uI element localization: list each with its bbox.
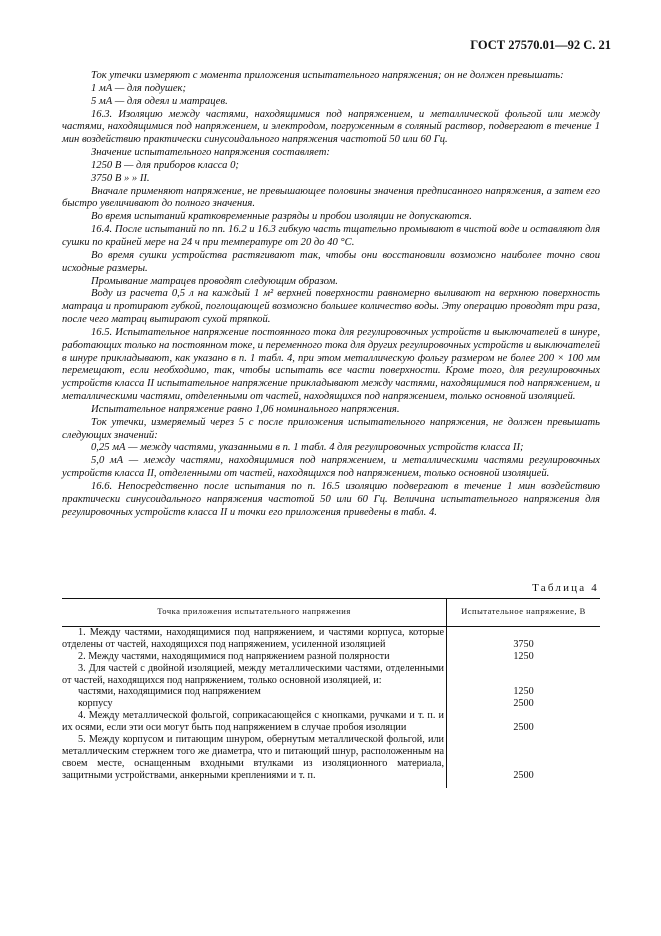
paragraph-leakage-limits: Ток утечки, измеряемый через 5 с после приложения испытательного напряжения, не должен превышать следующих значений:	[62, 416, 600, 441]
table-row	[62, 651, 600, 663]
table-header-voltage: Испытательное напряжение, В	[447, 599, 601, 627]
test-voltage-table	[62, 598, 600, 788]
paragraph-test-voltage-value: Испытательное напряжение равно 1,06 номинального напряжения.	[91, 403, 400, 415]
table-cell-voltage: 2500	[447, 734, 601, 788]
table-cell-point: 5. Между корпусом и питающим шнуром, обернутым металлической фольгой, или металлическим стержнем того же диаметра, что и питающий шнур, расположенным на своем месте, оснащенным входными втулками из изоляционного материала, защитными устройствами, анкерными креплениями и т. п.	[62, 734, 444, 781]
paragraph-drying: Во время сушки устройства растягивают так, чтобы они восстановили возможно наиболее точно свои исходные размеры.	[62, 249, 600, 274]
table-cell-point: корпусу	[78, 698, 113, 710]
table-row	[62, 710, 600, 734]
paragraph-leakage-pillows: 1 мА — для подушек;	[91, 82, 187, 94]
body-text	[62, 70, 600, 520]
table-cell-voltage: 2500	[447, 710, 601, 734]
paragraph-leakage-blankets: 5 мА — для одеял и матрацев.	[91, 95, 228, 107]
paragraph-leakage-025: 0,25 мА — между частями, указанными в п. 1 табл. 4 для регулировочных устройств класса II;	[91, 442, 524, 454]
table-row	[62, 626, 600, 650]
table-row	[62, 686, 600, 698]
paragraph-leakage-intro: Ток утечки измеряют с момента приложения испытательного напряжения; он не должен превышать:	[91, 70, 564, 81]
page-header: ГОСТ 27570.01—92 С. 21	[470, 38, 611, 52]
table-cell-point: 2. Между частями, находящимися под напряжением разной полярности	[78, 650, 390, 662]
table-caption: Таблица 4	[532, 582, 599, 594]
paragraph-voltage-class2: 3750 В » » II.	[91, 172, 150, 184]
paragraph-no-breakdown: Во время испытаний кратковременные разряды и пробои изоляции не допускаются.	[91, 211, 472, 223]
paragraph-voltage-class0: 1250 В — для приборов класса 0;	[91, 159, 239, 171]
paragraph-16-5: 16.5. Испытательное напряжение постоянного тока для регулировочных устройств и выключателей в шнуре, работающих только на постоянном токе, и переменного тока для других регулировочных устройств и выключателей в шнуре прикладывают, как указано в п. 1 табл. 4, при этом металлическую фольгу размером не более 200 × 100 мм перемещают, если необходимо, так, чтобы испытать все части поверхности. Кроме того, для регулировочных устройств класса II испытательное напряжение прикладывают между частями, находящимися под напряжением, и металлическими частями, отделенными от частей, находящихся под напряжением, только основной изоляцией.	[62, 326, 600, 403]
table-cell-voltage: 2500	[447, 698, 601, 710]
paragraph-16-4: 16.4. После испытаний по пп. 16.2 и 16.3 гибкую часть тщательно промывают в чистой воде и оставляют для сушки по крайней мере на 24 ч при температуре от 20 до 40 °С.	[62, 224, 600, 248]
paragraph-washing-intro: Промывание матрацев проводят следующим образом.	[91, 275, 338, 287]
table-cell-voltage	[447, 663, 601, 687]
table-row	[62, 663, 600, 687]
table-cell-voltage: 1250	[447, 686, 601, 698]
table-cell-point: частями, находящимися под напряжением	[78, 686, 261, 698]
paragraph-washing-procedure: Воду из расчета 0,5 л на каждый 1 м² верхней поверхности равномерно выливают на верхнюю поверхность матраца и протирают губкой, поглощающей возможно большее количество воды. Эту операцию проводят три раза, после чего матрац вытирают сухой тряпкой.	[62, 288, 600, 326]
paragraph-voltage-intro: Значение испытательного напряжения составляет:	[91, 147, 330, 159]
table-cell-point: 1. Между частями, находящимися под напряжением, и частями корпуса, которые отделены от частей, находящихся под напряжением, усиленной изоляцией	[62, 626, 444, 650]
table-cell-voltage: 1250	[447, 651, 601, 663]
table-row	[62, 734, 600, 788]
paragraph-leakage-50: 5,0 мА — между частями, находящимися под напряжением, и металлическими частями регулировочных устройств класса II, отделенными от частей, находящихся под напряжением, только основной изоляцией.	[62, 455, 600, 480]
paragraph-16-3: 16.3. Изоляцию между частями, находящимися под напряжением, и металлической фольгой или между частями, находящимися под напряжением, и электродом, погруженным в соляный раствор, подвергают в течение 1 мин воздействию практически синусоидального напряжения частотой 50 или 60 Гц.	[62, 108, 600, 146]
paragraph-voltage-ramp: Вначале применяют напряжение, не превышающее половины значения предписанного напряжения, а затем его быстро увеличивают до полного значения.	[62, 185, 600, 210]
table-cell-point: 4. Между металлической фольгой, соприкасающейся с кнопками, ручками и т. п. и их осями, если эти оси могут быть под напряжением в случае пробоя изоляции	[62, 710, 444, 734]
paragraph-16-6: 16.6. Непосредственно после испытания по п. 16.5 изоляцию подвергают в течение 1 мин воздействию практически синусоидального напряжения частотой 50 или 60 Гц. Величина испытательного напряжения для регулировочных устройств класса II и точки его приложения приведены в табл. 4.	[62, 481, 600, 518]
table-cell-point: 3. Для частей с двойной изоляцией, между металлическими частями, отделенными от частей, находящихся под напряжением, только основной изоляцией, и:	[62, 662, 444, 686]
table-row	[62, 698, 600, 710]
table-header-point: Точка приложения испытательного напряжения	[62, 599, 447, 627]
table-cell-voltage: 3750	[447, 626, 601, 650]
